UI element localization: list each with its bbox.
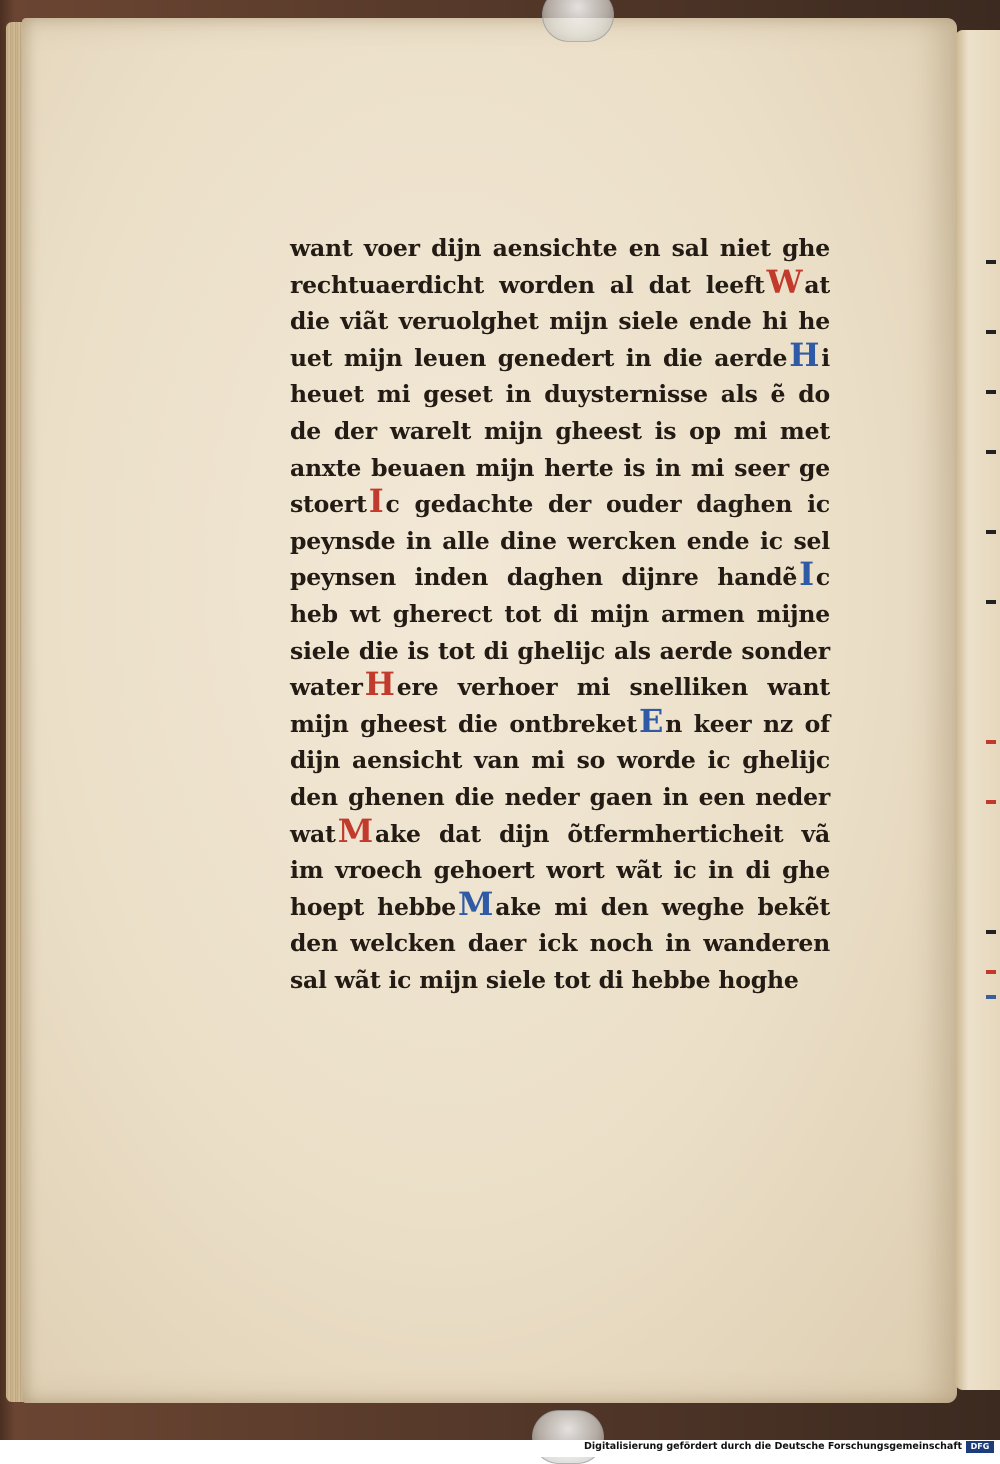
line-text-continued: at [804, 270, 830, 299]
line-text: water [290, 673, 363, 702]
line-text: uet mijn leuen genedert in die aerde [290, 343, 788, 372]
line-text: wat [290, 819, 336, 848]
text-line [290, 811, 830, 853]
line-text: siele die is tot di ghelijc als aerde sonder [290, 636, 830, 665]
line-text-continued: c gedachte der ouder daghen ic [385, 490, 830, 519]
line-text: peynsen inden daghen dijnre handẽ [290, 563, 798, 592]
text-line [290, 413, 830, 450]
line-text: mijn gheest die ontbreket [290, 709, 637, 738]
text-line [290, 596, 830, 633]
text-line [290, 962, 830, 999]
line-text-continued: ake dat dijn õtfermherticheit vã [374, 819, 830, 848]
text-line [290, 884, 830, 926]
rubricated-initial: E [639, 701, 664, 740]
rubricated-initial: W [766, 262, 803, 301]
line-text: dijn aensicht van mi so worde ic ghelijc [290, 746, 830, 775]
text-line [290, 376, 830, 413]
line-text: im vroech gehoert wort wãt ic in di ghe [290, 856, 830, 885]
text-line [290, 262, 830, 304]
line-text: den welcken daer ick noch in wanderen [290, 929, 830, 958]
line-text: want voer dijn aensichte en sal niet ghe [290, 234, 830, 262]
rubricated-initial: M [457, 884, 494, 923]
text-line [290, 633, 830, 670]
dfg-logo: DFG [966, 1441, 994, 1453]
line-text: de der warelt mijn gheest is op mi met [290, 416, 830, 445]
text-line [290, 450, 830, 487]
rubricated-initial: H [364, 665, 395, 704]
rubricated-initial: I [799, 555, 814, 594]
line-text-continued: i [821, 343, 830, 372]
text-line [290, 701, 830, 743]
line-text: heuet mi geset in duysternisse als ẽ do [290, 380, 830, 409]
rubricated-initial: I [368, 482, 384, 521]
line-text: den ghenen die neder gaen in een neder [290, 782, 830, 811]
text-line [290, 230, 830, 267]
line-text-continued: c [815, 563, 830, 592]
line-text-continued: n keer nz of [665, 709, 830, 738]
line-text: sal wãt ic mijn siele tot di hebbe hoghe [290, 965, 799, 994]
text-line [290, 335, 830, 377]
line-text: anxte beuaen mijn herte is in mi seer ge [290, 453, 830, 482]
text-line [290, 852, 830, 889]
page-text [290, 230, 830, 998]
footer-credit: Digitalisierung gefördert durch die Deutsche Forschungsgemeinschaft [584, 1441, 962, 1452]
line-text: hoept hebbe [290, 892, 456, 921]
text-line [290, 779, 830, 816]
rubricated-initial: M [337, 811, 373, 850]
text-line [290, 482, 830, 523]
text-line [290, 555, 830, 596]
text-line [290, 742, 830, 779]
facing-page-edge [955, 30, 1000, 1390]
text-line [290, 925, 830, 962]
line-text-continued: ake mi den weghe bekẽt [495, 892, 830, 921]
page-clip-top [542, 0, 614, 42]
line-text: stoert [290, 490, 367, 519]
line-text: rechtuaerdicht worden al dat leeft [290, 270, 765, 299]
line-text: heb wt gherect tot di mijn armen mijne [290, 599, 830, 628]
line-text-continued: ere verhoer mi snelliken want [396, 673, 830, 702]
text-line [290, 303, 830, 340]
line-text: peynsde in alle dine wercken ende ic sel [290, 526, 830, 555]
line-text: die viãt veruolghet mijn siele ende hi he [290, 307, 830, 336]
text-line [290, 523, 830, 560]
text-line [290, 665, 830, 706]
rubricated-initial: H [789, 335, 820, 374]
